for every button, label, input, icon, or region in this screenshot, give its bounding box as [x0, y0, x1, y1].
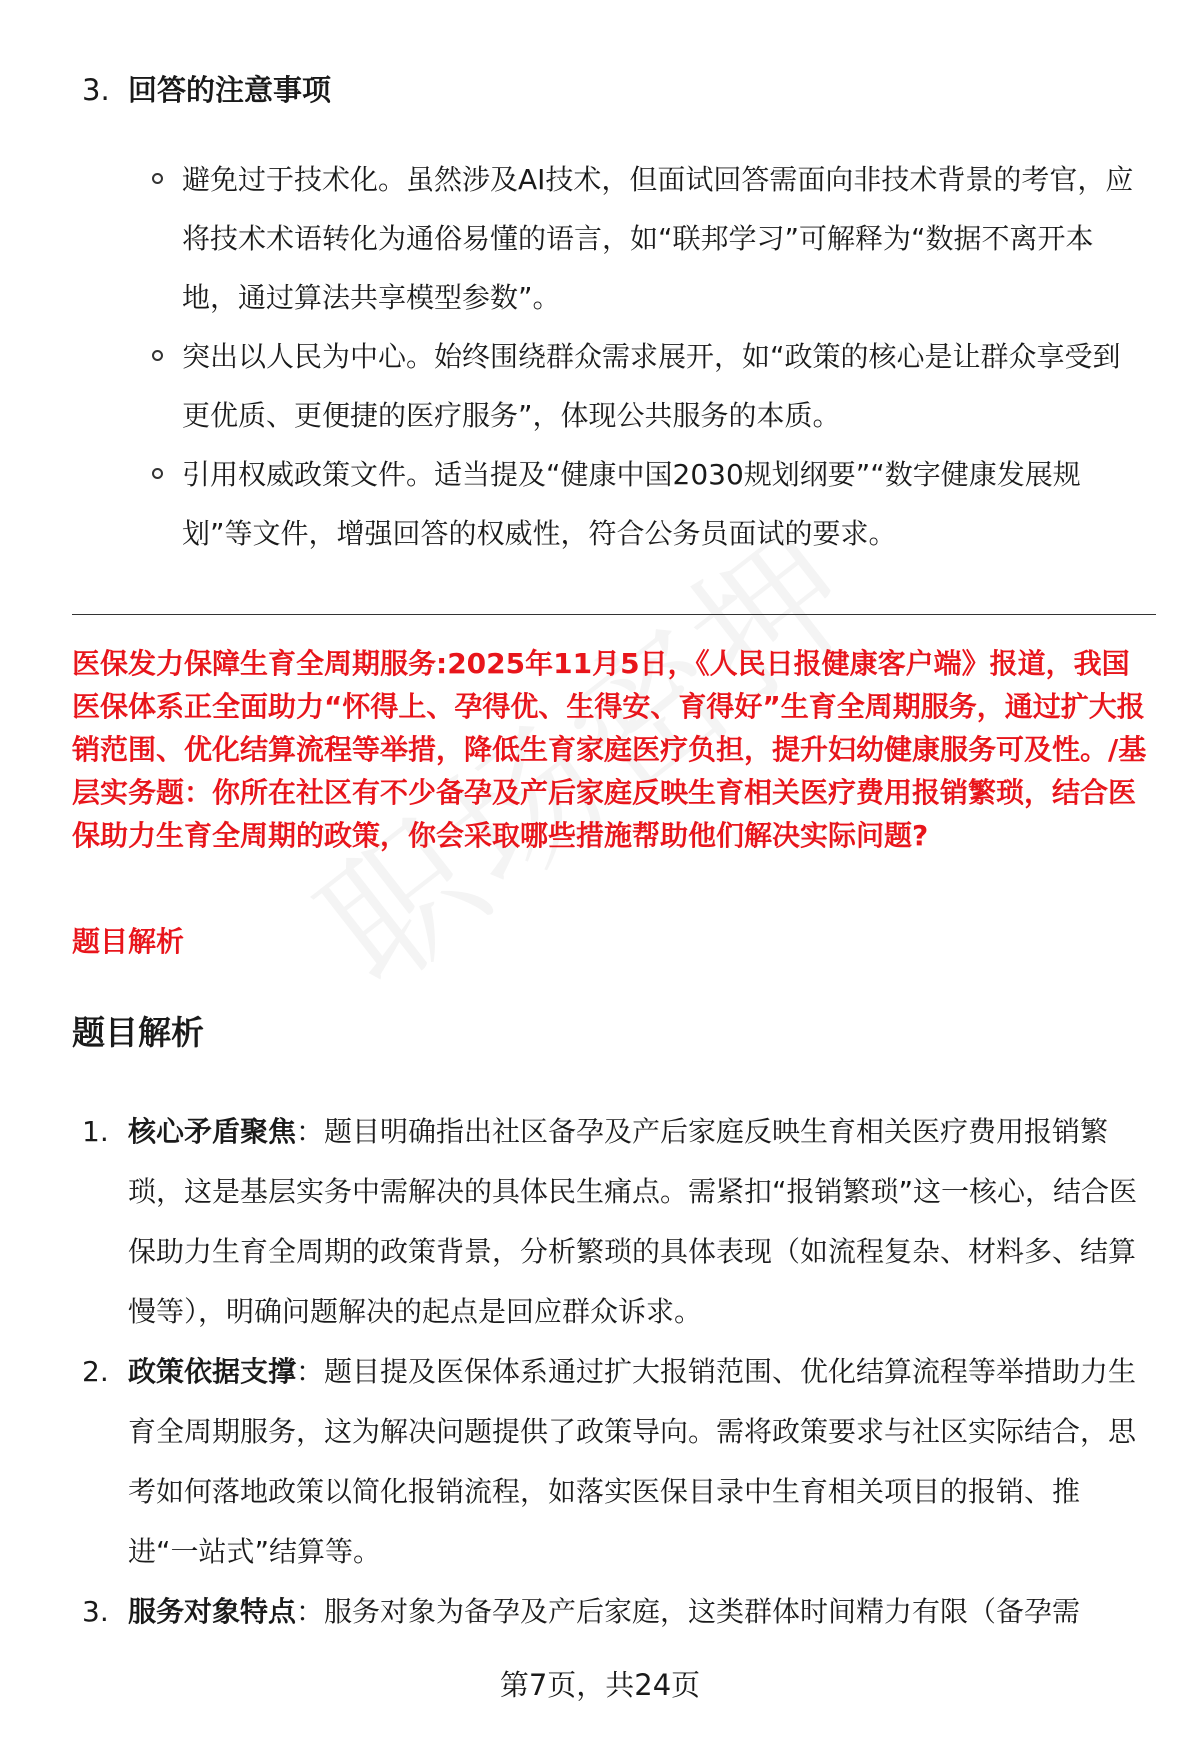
section-heading: [82, 68, 331, 112]
list-item: 避免过于技术化。虽然涉及AI技术，但面试回答需面向非技术背景的考官，应将技术术语转化为通俗易懂的语言，如“联邦学习”可解释为“数据不离开本地，通过算法共享模型参数”。: [152, 150, 1142, 327]
item-number: 1.: [82, 1115, 109, 1148]
item-title: 核心矛盾聚焦: [128, 1115, 297, 1148]
list-item: 引用权威政策文件。适当提及“健康中国2030规划纲要”“数字健康发展规划”等文件，增强回答的权威性，符合公务员面试的要求。: [152, 445, 1142, 563]
item-title: 政策依据支撑: [128, 1355, 297, 1388]
item-number: 2.: [82, 1355, 109, 1388]
list-item: [82, 1582, 1142, 1642]
divider: [72, 614, 1156, 615]
section-number: 3.: [82, 73, 110, 107]
section-title: 回答的注意事项: [128, 73, 332, 107]
question-sub-label: 题目解析: [72, 925, 185, 958]
item-text: ：服务对象为备孕及产后家庭，这类群体时间精力有限（备孕需: [296, 1595, 1081, 1628]
question-text: 医保发力保障生育全周期服务:2025年11月5日，《人民日报健康客户端》报道，我国医保体系正全面助力“怀得上、孕得优、生得安、育得好”生育全周期服务，通过扩大报销范围、优化结算流程等举措，降低生育家庭医疗负担，提升妇幼健康服务可及性。/基层实务题：你所在社区有不少备孕及产后家庭反映生育相关医疗费用报销繁琐，结合医保助力生育全周期的政策，你会采取哪些措施帮助他们解决实际问题?: [72, 647, 1147, 852]
circle-bullet-icon: [152, 173, 163, 184]
circle-bullet-icon: [152, 350, 163, 361]
page-footer: 第7页，共24页: [499, 1668, 701, 1702]
list-item: [82, 1342, 1142, 1582]
item-text: ：题目明确指出社区备孕及产后家庭反映生育相关医疗费用报销繁琐，这是基层实务中需解决的具体民生痛点。需紧扣“报销繁琐”这一核心，结合医保助力生育全周期的政策背景，分析繁琐的具体表现（如流程复杂、材料多、结算慢等），明确问题解决的起点是回应群众诉求。: [128, 1115, 1138, 1328]
analysis-list: [82, 1102, 1142, 1642]
list-item: 突出以人民为中心。始终围绕群众需求展开，如“政策的核心是让群众享受到更优质、更便捷的医疗服务”，体现公共服务的本质。: [152, 327, 1142, 445]
analysis-heading: 题目解析: [72, 1013, 204, 1052]
item-text: ：题目提及医保体系通过扩大报销范围、优化结算流程等举措助力生育全周期服务，这为解决问题提供了政策导向。需将政策要求与社区实际结合，思考如何落地政策以简化报销流程，如落实医保目录中生育相关项目的报销、推进“一站式”结算等。: [128, 1355, 1137, 1568]
circle-bullet-icon: [152, 468, 163, 479]
item-number: 3.: [82, 1595, 109, 1628]
list-item: [82, 1102, 1142, 1342]
item-title: 服务对象特点: [128, 1595, 297, 1628]
notes-list: [152, 150, 1142, 563]
